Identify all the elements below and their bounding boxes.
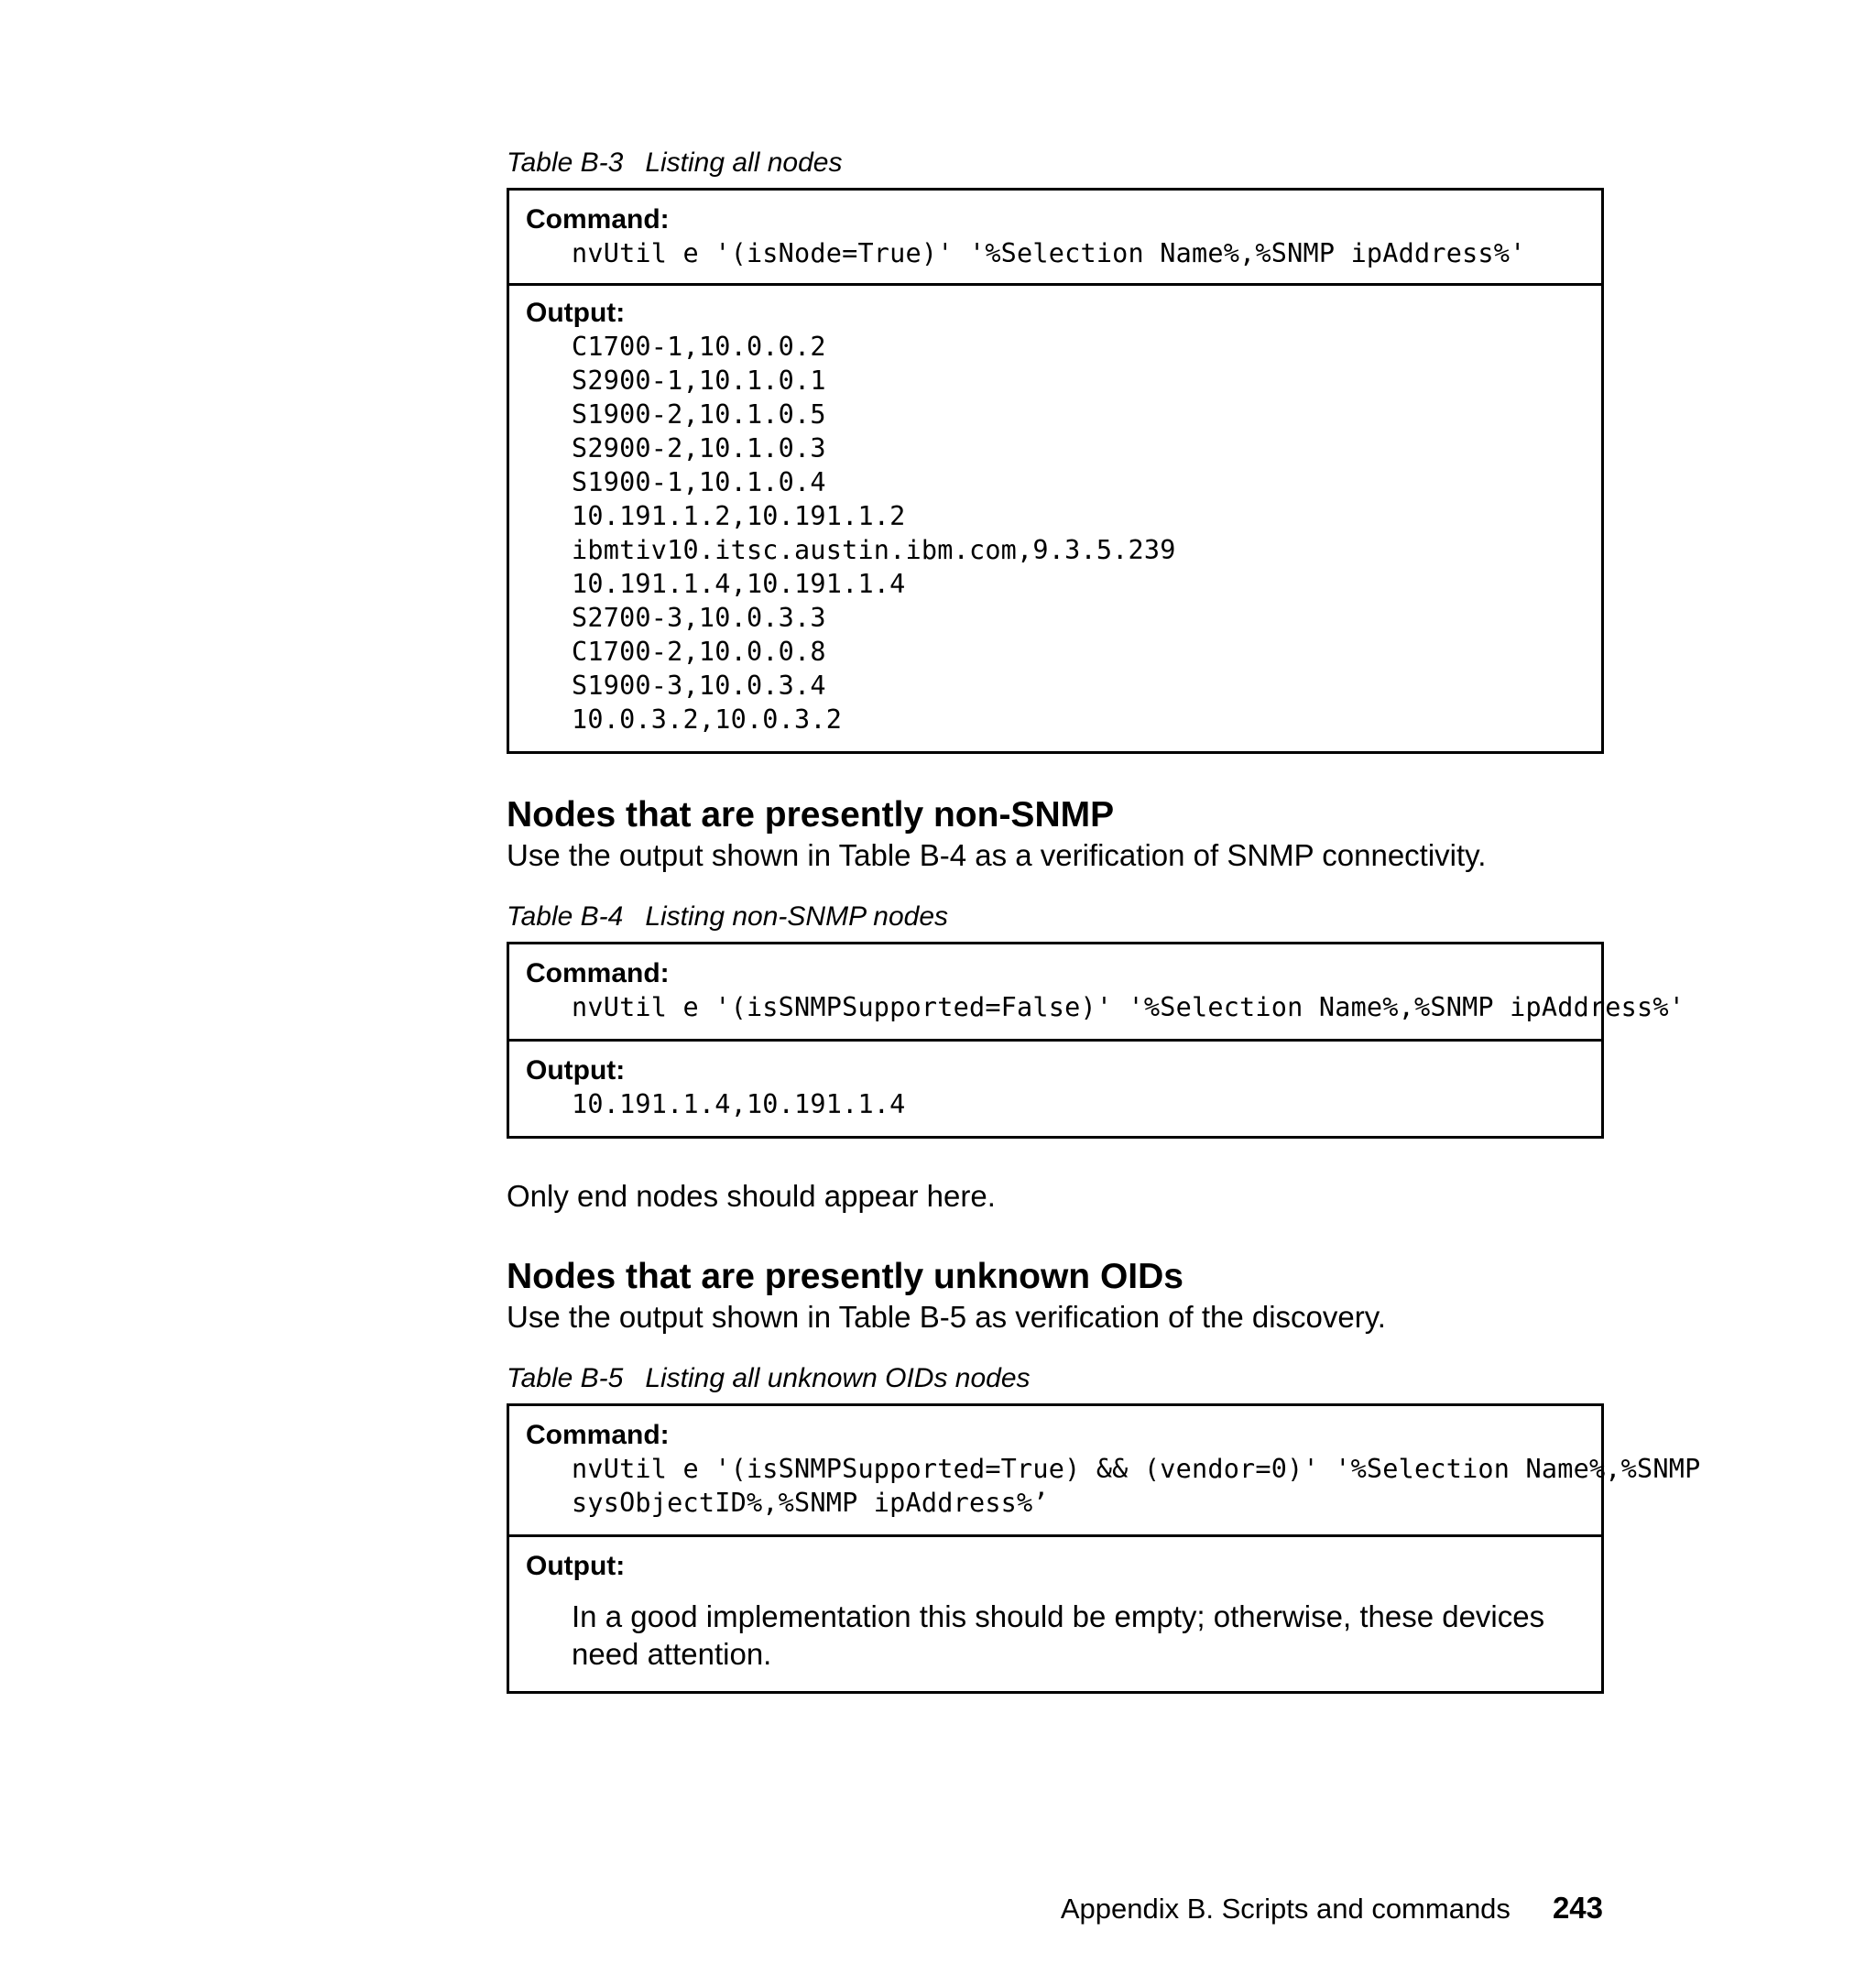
output-line: S1900-2,10.1.0.5 [572, 399, 826, 430]
footer-chapter: Appendix B. Scripts and commands [1060, 1893, 1511, 1925]
output-line: 10.191.1.4,10.191.1.4 [572, 569, 906, 599]
output-line: S2700-3,10.0.3.3 [572, 603, 826, 633]
table-caption [507, 900, 1604, 933]
table-number: Table B-5 [507, 1363, 624, 1393]
command-table-b5 [507, 1403, 1701, 1694]
command-cell [509, 191, 1601, 283]
command-line: nvUtil e '(isSNMPSupported=False)' '%Selection Name%,%SNMP ipAddress%' [572, 992, 1685, 1022]
output-line: S1900-1,10.1.0.4 [572, 467, 826, 497]
section-intro: Use the output shown in Table B-5 as verification of the discovery. [507, 1300, 1386, 1334]
section-heading: Nodes that are presently unknown OIDs [507, 1257, 1183, 1296]
output-line: C1700-2,10.0.0.8 [572, 637, 826, 667]
table-caption [507, 147, 1604, 180]
table-caption [507, 1362, 1604, 1395]
output-label: Output: [526, 1551, 626, 1581]
output-cell [509, 1534, 1601, 1691]
output-line: 10.191.1.4,10.191.1.4 [572, 1089, 906, 1119]
table-number: Table B-3 [507, 147, 624, 178]
output-line: S1900-3,10.0.3.4 [572, 671, 826, 701]
output-cell [509, 283, 1601, 751]
output-cell [509, 1039, 1601, 1136]
output-label: Output: [526, 298, 626, 328]
body-paragraph: Only end nodes should appear here. [507, 1179, 996, 1213]
command-label: Command: [526, 204, 670, 235]
command-cell [509, 1406, 1701, 1534]
output-line: ibmtiv10.itsc.austin.ibm.com,9.3.5.239 [572, 535, 1176, 565]
command-label: Command: [526, 958, 670, 988]
table-title: Listing all unknown OIDs nodes [645, 1363, 1031, 1393]
page-number: 243 [1552, 1891, 1603, 1925]
output-line: C1700-1,10.0.0.2 [572, 332, 826, 362]
table-number: Table B-4 [507, 901, 624, 932]
page-footer [1061, 1890, 1603, 1927]
output-note: In a good implementation this should be empty; otherwise, these devices need attention. [572, 1599, 1545, 1671]
command-label: Command: [526, 1420, 670, 1450]
output-label: Output: [526, 1055, 626, 1086]
command-line: nvUtil e '(isNode=True)' '%Selection Name%,%SNMP ipAddress%' [572, 238, 1526, 268]
table-title: Listing non-SNMP nodes [645, 901, 949, 932]
command-table-b3 [507, 188, 1604, 754]
output-line: 10.191.1.2,10.191.1.2 [572, 501, 906, 531]
section-intro: Use the output shown in Table B-4 as a verification of SNMP connectivity. [507, 838, 1487, 872]
command-line: sysObjectID%,%SNMP ipAddress%’ [572, 1488, 1049, 1518]
table-title: Listing all nodes [645, 147, 843, 178]
output-line: 10.0.3.2,10.0.3.2 [572, 704, 843, 735]
command-cell [509, 944, 1685, 1039]
command-table-b4 [507, 942, 1685, 1139]
command-line: nvUtil e '(isSNMPSupported=True) && (vendor=0)' '%Selection Name%,%SNMP [572, 1454, 1701, 1484]
section-heading: Nodes that are presently non-SNMP [507, 795, 1115, 835]
output-line: S2900-2,10.1.0.3 [572, 433, 826, 464]
output-line: S2900-1,10.1.0.1 [572, 366, 826, 396]
page-content [507, 0, 1701, 1694]
